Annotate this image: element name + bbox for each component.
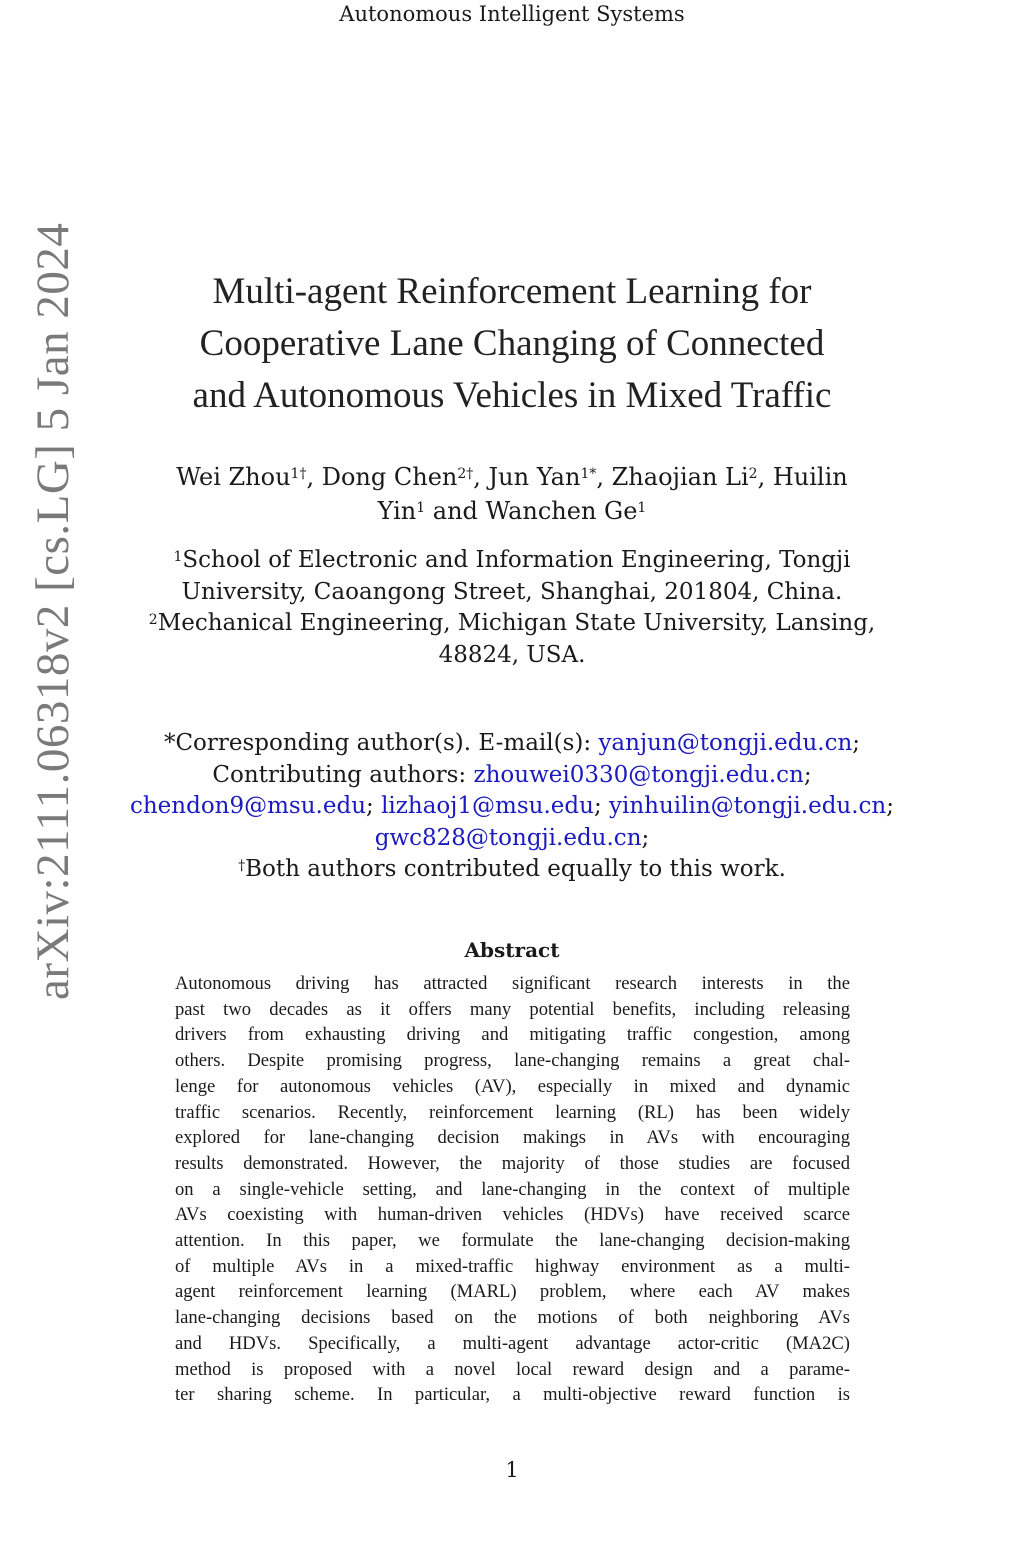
separator: ; <box>366 793 374 819</box>
separator: ; <box>593 793 602 819</box>
contributing-line <box>0 823 1024 855</box>
abstract-line: Autonomous driving has attracted significant research interests in the <box>175 973 850 994</box>
author-affiliation-mark: 1* <box>580 466 597 482</box>
author-list <box>0 460 1024 528</box>
affiliations <box>0 545 1024 671</box>
running-header: Autonomous Intelligent Systems <box>339 2 685 26</box>
affiliation-mark: 2 <box>148 612 158 628</box>
contributing-line <box>0 791 1024 823</box>
title-line: and Autonomous Vehicles in Mixed Traffic <box>192 375 832 416</box>
separator: ; <box>886 793 894 819</box>
author-line <box>0 494 1024 528</box>
separator: ; <box>641 824 650 851</box>
abstract-body <box>175 971 850 1408</box>
author-name: Yin <box>377 497 417 525</box>
equal-contribution-note <box>0 854 1024 886</box>
title-line: Multi-agent Reinforcement Learning for <box>212 271 812 312</box>
author-affiliation-mark: 2 <box>748 466 758 482</box>
page-number: 1 <box>505 1458 519 1482</box>
contributing-label: Contributing authors: <box>212 761 474 788</box>
author-affiliation-mark: 2† <box>457 466 474 482</box>
contact-info <box>0 728 1024 886</box>
abstract-line: lane-changing decisions based on the motions of both neighboring AVs <box>175 1307 850 1329</box>
author-name: , Huilin <box>757 463 848 491</box>
author-affiliation-mark: 1† <box>290 466 307 482</box>
separator: ; <box>852 730 861 756</box>
abstract-line: past two decades as it offers many potential benefits, including releasing <box>175 998 850 1020</box>
paper-title <box>0 266 1024 422</box>
abstract-line: of multiple AVs in a mixed-traffic highway environment as a multi- <box>175 1255 850 1277</box>
abstract-line: others. Despite promising progress, lane-changing remains a great chal- <box>175 1050 850 1072</box>
affiliation-line <box>0 608 1024 640</box>
author-name: , Jun Yan <box>473 463 581 491</box>
author-affiliation-mark: 1 <box>416 500 426 516</box>
email-link[interactable]: zhouwei0330@tongji.edu.cn <box>473 761 804 788</box>
equal-contribution-text: Both authors contributed equally to this work. <box>245 856 786 882</box>
abstract-line: and HDVs. Specifically, a multi-agent advantage actor-critic (MA2C) <box>175 1332 850 1354</box>
corresponding-line <box>0 728 1024 760</box>
separator: ; <box>803 761 812 788</box>
affiliation-text: Mechanical Engineering, Michigan State University, Lansing, <box>157 610 876 636</box>
abstract-line: attention. In this paper, we formulate the lane-changing decision-making <box>175 1230 850 1252</box>
corresponding-label: *Corresponding author(s). E-mail(s): <box>163 730 599 756</box>
email-link[interactable]: lizhaoj1@msu.edu <box>381 793 594 819</box>
abstract-line: drivers from exhausting driving and mitigating traffic congestion, among <box>175 1024 850 1046</box>
title-line: Cooperative Lane Changing of Connected <box>199 323 825 364</box>
abstract-line: results demonstrated. However, the majority of those studies are focused <box>175 1152 850 1174</box>
arxiv-identifier-stamp: arXiv:2111.06318v2 [cs.LG] 5 Jan 2024 <box>27 222 79 1000</box>
abstract-line: on a single-vehicle setting, and lane-changing in the context of multiple <box>175 1178 850 1200</box>
author-name: , Zhaojian Li <box>596 463 749 491</box>
email-link[interactable]: gwc828@tongji.edu.cn <box>374 824 642 851</box>
abstract-line: ter sharing scheme. In particular, a multi-objective reward function is <box>175 1384 850 1406</box>
affiliation-line: University, Caoangong Street, Shanghai, 201804, China. <box>181 578 843 605</box>
affiliation-text: School of Electronic and Information Engineering, Tongji <box>182 547 851 573</box>
email-link[interactable]: yanjun@tongji.edu.cn <box>598 730 853 756</box>
author-line <box>0 460 1024 494</box>
abstract-line: method is proposed with a novel local reward design and a parame- <box>175 1358 850 1380</box>
affiliation-line: 48824, USA. <box>438 641 586 668</box>
abstract-line: lenge for autonomous vehicles (AV), especially in mixed and dynamic <box>175 1075 850 1097</box>
email-link[interactable]: chendon9@msu.edu <box>129 793 367 819</box>
dagger-mark: † <box>238 858 246 874</box>
author-name: , Dong Chen <box>306 463 458 491</box>
affiliation-mark: 1 <box>173 549 183 565</box>
abstract-line: explored for lane-changing decision makings in AVs with encouraging <box>175 1127 850 1149</box>
author-name: and Wanchen Ge <box>425 497 638 525</box>
contributing-line <box>0 760 1024 792</box>
abstract-line: AVs coexisting with human-driven vehicles (HDVs) have received scarce <box>175 1204 850 1226</box>
email-link[interactable]: yinhuilin@tongji.edu.cn <box>609 793 887 819</box>
author-name: Wei Zhou <box>176 463 291 491</box>
author-affiliation-mark: 1 <box>637 500 647 516</box>
abstract-heading: Abstract <box>464 938 560 962</box>
affiliation-line <box>0 545 1024 577</box>
abstract-line: traffic scenarios. Recently, reinforcement learning (RL) has been widely <box>175 1101 850 1123</box>
abstract-line: agent reinforcement learning (MARL) problem, where each AV makes <box>175 1281 850 1303</box>
